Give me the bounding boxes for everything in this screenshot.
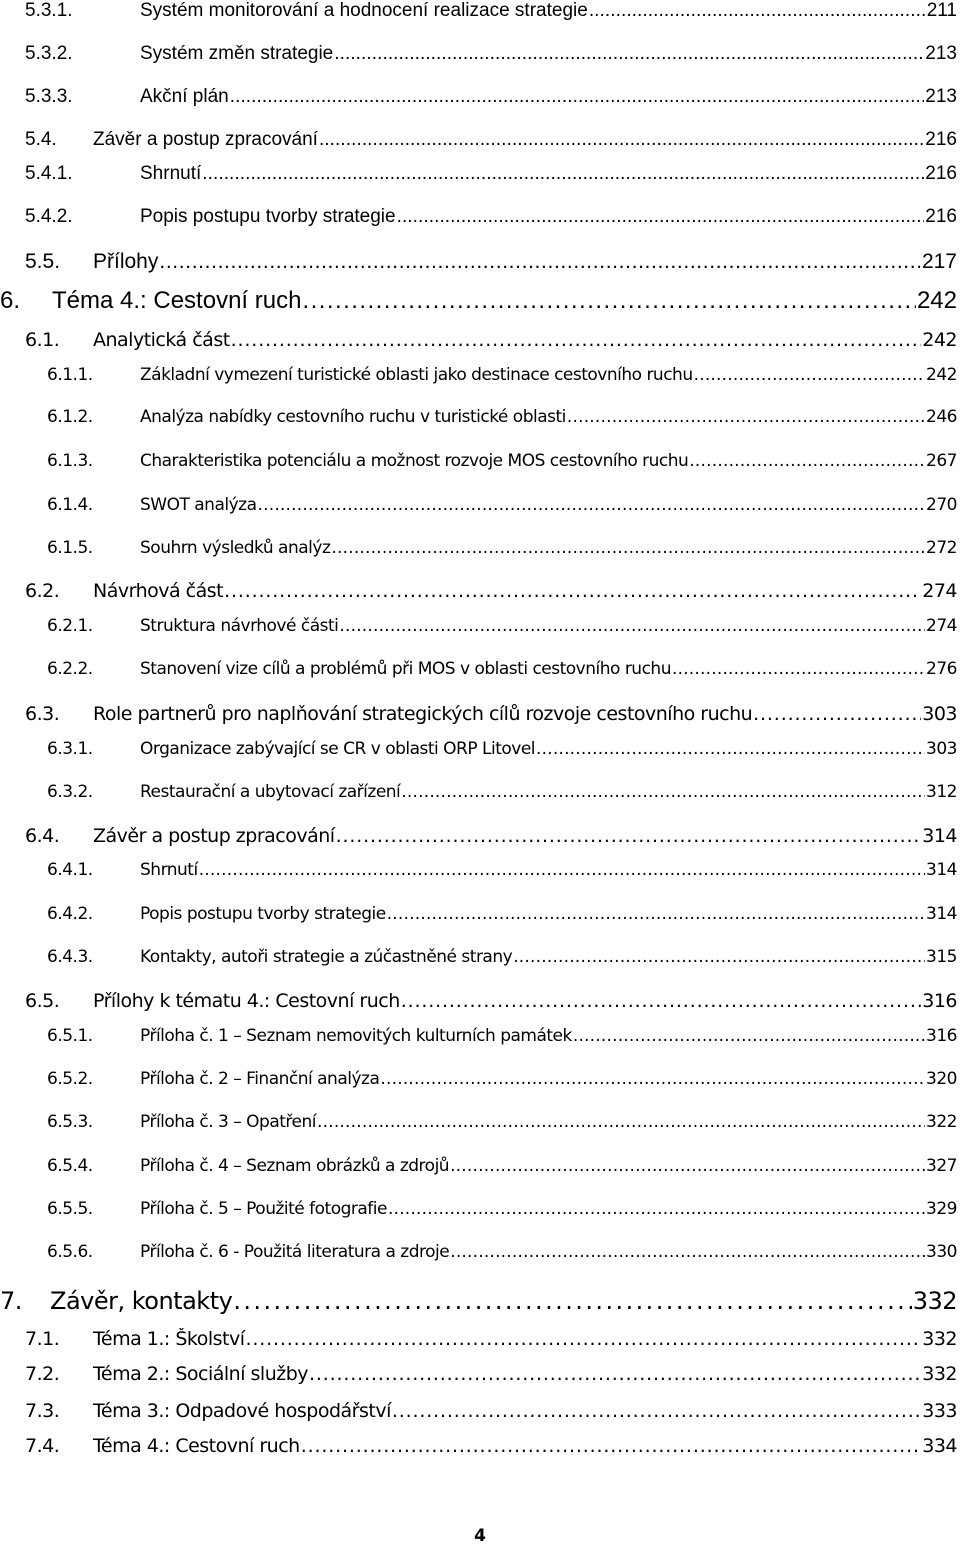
toc-entry[interactable] <box>0 1363 960 1385</box>
toc-entry-page: 270 <box>926 495 957 515</box>
toc-entry[interactable] <box>0 616 960 636</box>
toc-entry-number: 5.4.1. <box>25 163 73 184</box>
toc-entry-title: Charakteristika potenciálu a možnost rozvoje MOS cestovního ruchu <box>140 451 689 471</box>
toc-entry-page: 216 <box>925 129 957 150</box>
toc-entry[interactable] <box>0 947 960 967</box>
toc-entry-number: 5.3.2. <box>25 43 73 64</box>
toc-entry-title: Popis postupu tvorby strategie <box>140 206 396 227</box>
toc-entry-title: Příloha č. 1 – Seznam nemovitých kulturních památek <box>140 1026 572 1046</box>
toc-entry-page: 334 <box>922 1435 957 1457</box>
toc-entry[interactable] <box>0 782 960 802</box>
toc-dot-leader <box>401 990 921 1012</box>
toc-entry-number: 6.1.4. <box>47 495 93 515</box>
toc-entry-title: Systém změn strategie <box>140 43 334 64</box>
toc-dot-leader <box>302 287 916 315</box>
toc-entry-title: Kontakty, autoři strategie a zúčastněné strany <box>140 947 513 967</box>
toc-entry-title: Příloha č. 4 – Seznam obrázků a zdrojů <box>140 1156 450 1176</box>
toc-dot-leader <box>689 451 925 471</box>
toc-entry[interactable] <box>0 990 960 1012</box>
toc-entry-page: 303 <box>926 739 957 759</box>
toc-entry[interactable] <box>0 1112 960 1132</box>
toc-entry-title: Příloha č. 3 – Opatření <box>140 1112 316 1132</box>
toc-entry[interactable] <box>0 86 960 108</box>
toc-entry-title: Téma 1.: Školství <box>93 1328 245 1350</box>
toc-entry-title: Role partnerů pro naplňování strategických cílů rozvoje cestovního ruchu <box>93 703 753 725</box>
toc-entry-number: 6.5.1. <box>47 1026 93 1046</box>
toc-entry-title: Akční plán <box>140 86 229 107</box>
toc-entry-title: Restaurační a ubytovací zařízení <box>140 782 401 802</box>
toc-dot-leader <box>589 0 926 22</box>
toc-entry-page: 246 <box>926 407 957 427</box>
toc-entry-page: 314 <box>926 904 957 924</box>
toc-entry[interactable] <box>0 407 960 427</box>
toc-entry-title: Stanovení vize cílů a problémů při MOS v oblasti cestovního ruchu <box>140 659 671 679</box>
toc-entry-page: 211 <box>926 0 957 21</box>
toc-entry-title: Popis postupu tvorby strategie <box>140 904 386 924</box>
toc-entry-number: 6.4. <box>25 825 60 847</box>
toc-entry[interactable] <box>0 538 960 558</box>
toc-dot-leader <box>317 1112 925 1132</box>
toc-entry-page: 274 <box>922 580 957 602</box>
toc-entry-title: Struktura návrhové části <box>140 616 339 636</box>
toc-entry[interactable] <box>0 206 960 228</box>
toc-entry-page: 315 <box>926 947 957 967</box>
toc-entry-title: Téma 2.: Sociální služby <box>93 1363 309 1385</box>
toc-entry-number: 6.4.2. <box>47 904 93 924</box>
toc-entry-number: 6.4.3. <box>47 947 93 967</box>
toc-entry-title: Téma 3.: Odpadové hospodářství <box>93 1400 391 1422</box>
toc-entry-title: Analýza nabídky cestovního ruchu v turistické oblasti <box>140 407 566 427</box>
toc-entry-number: 6.2.1. <box>47 616 93 636</box>
toc-dot-leader <box>301 1435 922 1457</box>
toc-entry[interactable] <box>0 365 960 385</box>
toc-entry-page: 329 <box>926 1199 957 1219</box>
toc-entry-title: Závěr a postup zpracování <box>93 825 335 847</box>
toc-entry[interactable] <box>0 129 960 151</box>
toc-entry-number: 6.1.3. <box>47 451 93 471</box>
toc-entry-title: Příloha č. 2 – Finanční analýza <box>140 1069 380 1089</box>
toc-dot-leader <box>224 580 921 602</box>
toc-entry[interactable] <box>0 1026 960 1046</box>
toc-entry-number: 6.3.1. <box>47 739 93 759</box>
toc-entry-number: 6.5.2. <box>47 1069 93 1089</box>
toc-entry-number: 6.2. <box>25 580 60 602</box>
toc-entry-page: 213 <box>925 86 957 107</box>
toc-entry-number: 7.2. <box>25 1363 60 1385</box>
toc-entry-page: 327 <box>926 1156 957 1176</box>
toc-entry-title: Shrnutí <box>140 860 198 880</box>
toc-entry-page: 274 <box>926 616 957 636</box>
toc-dot-leader <box>202 163 924 185</box>
toc-entry[interactable] <box>0 1069 960 1089</box>
toc-entry-page: 316 <box>922 990 957 1012</box>
toc-entry-page: 216 <box>925 206 957 227</box>
toc-entry-page: 314 <box>922 825 957 847</box>
toc-dot-leader <box>231 329 922 351</box>
toc-entry[interactable] <box>0 860 960 880</box>
toc-entry[interactable] <box>0 1242 960 1262</box>
toc-dot-leader <box>567 407 925 427</box>
toc-entry[interactable] <box>0 1287 960 1315</box>
toc-dot-leader <box>450 1242 925 1262</box>
toc-entry[interactable] <box>0 1328 960 1350</box>
toc-dot-leader <box>230 86 925 108</box>
toc-entry-page: 316 <box>926 1026 957 1046</box>
toc-entry[interactable] <box>0 250 960 274</box>
toc-entry-title: Shrnutí <box>140 163 202 184</box>
toc-dot-leader <box>694 365 925 385</box>
toc-entry[interactable] <box>0 1400 960 1422</box>
toc-entry[interactable] <box>0 287 960 315</box>
toc-entry-number: 6.1.2. <box>47 407 93 427</box>
toc-entry[interactable] <box>0 1435 960 1457</box>
toc-entry-page: 242 <box>926 365 957 385</box>
toc-entry-page: 242 <box>916 287 957 314</box>
toc-entry-title: Příloha č. 6 - Použitá literatura a zdroje <box>140 1242 450 1262</box>
toc-entry-title: Přílohy k tématu 4.: Cestovní ruch <box>93 990 400 1012</box>
toc-entry-number: 5.3.3. <box>25 86 73 107</box>
toc-entry-number: 5.5. <box>25 250 61 273</box>
toc-entry-number: 7.4. <box>25 1435 60 1457</box>
toc-entry-page: 216 <box>925 163 957 184</box>
toc-entry-title: SWOT analýza <box>140 495 257 515</box>
toc-entry-number: 6.1. <box>25 329 60 351</box>
toc-dot-leader <box>401 782 925 802</box>
toc-entry-page: 314 <box>926 860 957 880</box>
toc-entry-number: 6.1.5. <box>47 538 93 558</box>
toc-entry-page: 267 <box>926 451 957 471</box>
toc-entry-number: 6.5. <box>25 990 60 1012</box>
page-number: 4 <box>474 1526 486 1546</box>
toc-entry-title: Závěr a postup zpracování <box>93 129 318 150</box>
toc-entry-number: 6.5.5. <box>47 1199 93 1219</box>
toc-entry-title: Základní vymezení turistické oblasti jako destinace cestovního ruchu <box>140 365 693 385</box>
toc-dot-leader <box>536 739 925 759</box>
toc-dot-leader <box>331 538 925 558</box>
toc-entry-title: Souhrn výsledků analýz <box>140 538 331 558</box>
toc-entry-title: Téma 4.: Cestovní ruch <box>93 1435 300 1457</box>
toc-entry[interactable] <box>0 495 960 515</box>
toc-dot-leader <box>334 43 924 65</box>
toc-dot-leader <box>387 904 925 924</box>
toc-entry[interactable] <box>0 329 960 351</box>
toc-entry[interactable] <box>0 0 960 22</box>
toc-dot-leader <box>397 206 925 228</box>
toc-entry-title: Systém monitorování a hodnocení realizace strategie <box>140 0 588 21</box>
toc-entry-page: 330 <box>926 1242 957 1262</box>
toc-entry-page: 213 <box>925 43 957 64</box>
toc-dot-leader <box>233 1287 911 1315</box>
toc-entry-number: 7.3. <box>25 1400 60 1422</box>
toc-entry-page: 272 <box>926 538 957 558</box>
toc-dot-leader <box>753 703 921 725</box>
toc-entry-number: 5.3.1. <box>25 0 73 21</box>
toc-dot-leader <box>388 1199 925 1219</box>
toc-dot-leader <box>672 659 925 679</box>
toc-entry-number: 5.4. <box>25 129 57 150</box>
toc-entry[interactable] <box>0 43 960 65</box>
toc-entry-number: 6.3.2. <box>47 782 93 802</box>
toc-entry-page: 242 <box>922 329 957 351</box>
toc-entry[interactable] <box>0 739 960 759</box>
toc-entry-page: 332 <box>922 1363 957 1385</box>
toc-entry[interactable] <box>0 659 960 679</box>
toc-entry-number: 6.5.4. <box>47 1156 93 1176</box>
toc-entry-page: 332 <box>912 1287 957 1315</box>
toc-dot-leader <box>309 1363 921 1385</box>
toc-entry-page: 322 <box>926 1112 957 1132</box>
toc-entry[interactable] <box>0 451 960 471</box>
toc-entry-title: Přílohy <box>93 250 159 273</box>
toc-entry-page: 303 <box>922 703 957 725</box>
toc-dot-leader <box>450 1156 925 1176</box>
toc-entry-number: 6.1.1. <box>47 365 93 385</box>
toc-dot-leader <box>159 250 921 274</box>
toc-entry-title: Návrhová část <box>93 580 224 602</box>
toc-entry[interactable] <box>0 904 960 924</box>
toc-entry[interactable] <box>0 703 960 725</box>
toc-entry-title: Závěr, kontakty <box>50 1287 233 1315</box>
toc-entry[interactable] <box>0 1199 960 1219</box>
toc-dot-leader <box>380 1069 925 1089</box>
toc-dot-leader <box>339 616 925 636</box>
toc-entry-number: 7. <box>0 1287 22 1315</box>
toc-dot-leader <box>336 825 922 847</box>
toc-entry-number: 6.4.1. <box>47 860 93 880</box>
toc-entry-page: 332 <box>922 1328 957 1350</box>
toc-entry-title: Téma 4.: Cestovní ruch <box>52 287 302 314</box>
toc-entry-page: 312 <box>926 782 957 802</box>
toc-dot-leader <box>258 495 926 515</box>
toc-entry-number: 5.4.2. <box>25 206 73 227</box>
toc-entry-title: Příloha č. 5 – Použité fotografie <box>140 1199 387 1219</box>
toc-entry-number: 7.1. <box>25 1328 60 1350</box>
toc-dot-leader <box>513 947 925 967</box>
toc-dot-leader <box>246 1328 922 1350</box>
toc-entry-page: 217 <box>921 250 957 273</box>
toc-entry-number: 6.2.2. <box>47 659 93 679</box>
toc-dot-leader <box>319 129 924 151</box>
toc-entry-page: 276 <box>926 659 957 679</box>
toc-entry-number: 6.5.3. <box>47 1112 93 1132</box>
toc-dot-leader <box>392 1400 921 1422</box>
toc-dot-leader <box>199 860 925 880</box>
toc-entry-page: 320 <box>926 1069 957 1089</box>
toc-entry-title: Analytická část <box>93 329 230 351</box>
toc-entry-number: 6. <box>0 287 21 314</box>
toc-entry-number: 6.5.6. <box>47 1242 93 1262</box>
toc-entry-title: Organizace zabývající se CR v oblasti ORP Litovel <box>140 739 536 759</box>
toc-entry[interactable] <box>0 825 960 847</box>
toc-entry-number: 6.3. <box>25 703 60 725</box>
toc-entry-page: 333 <box>922 1400 957 1422</box>
toc-entry[interactable] <box>0 580 960 602</box>
toc-entry[interactable] <box>0 1156 960 1176</box>
toc-entry[interactable] <box>0 163 960 185</box>
toc-dot-leader <box>573 1026 925 1046</box>
